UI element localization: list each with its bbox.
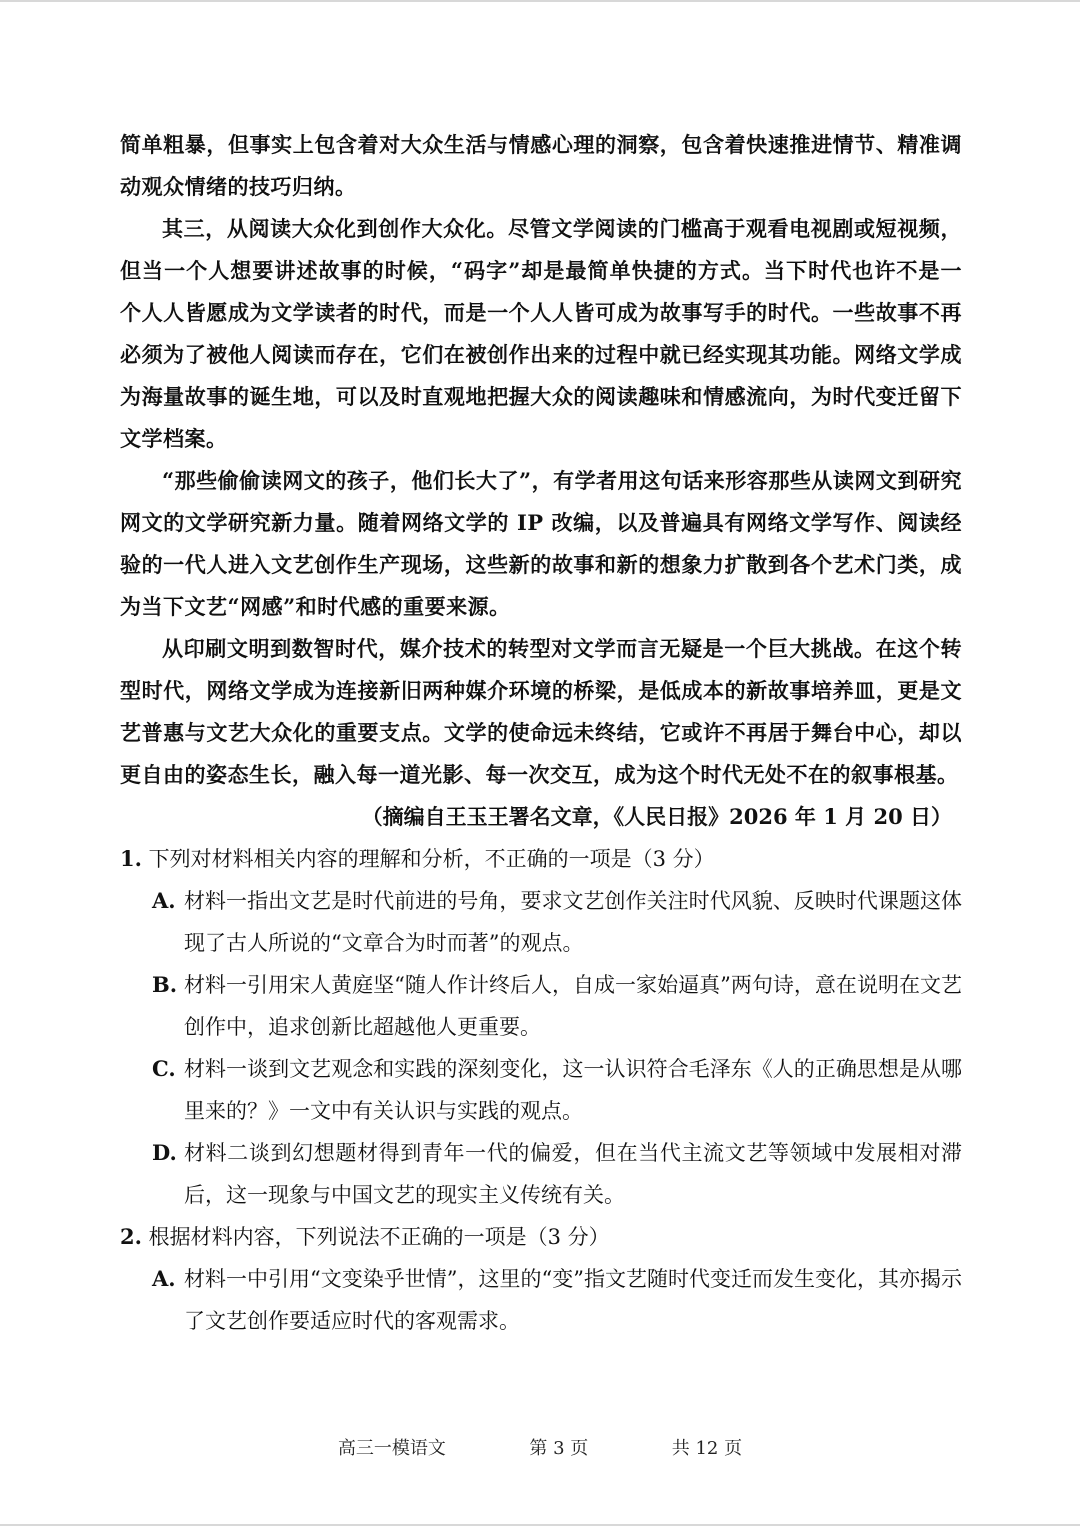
footer-page-number: 第 3 页 <box>529 1438 589 1459</box>
top-rule <box>0 0 1080 2</box>
option-c <box>120 1048 962 1132</box>
option-letter: C. <box>152 1056 176 1081</box>
question-text: 根据材料内容，下列说法不正确的一项是（3 分） <box>148 1225 610 1249</box>
source-citation: （摘编自王玉王署名文章，《人民日报》2026 年 1 月 20 日） <box>361 804 952 829</box>
paragraph: “那些偷偷读网文的孩子，他们长大了”，有学者用这句话来形容那些从读网文到研究网文的文学研究新力量。随着网络文学的 IP 改编，以及普遍具有网络文学写作、阅读经验的一代人进入文艺创作生产现场，这些新的故事和新的想象力扩散到各个艺术门类，成为当下文艺“网感”和时代感的重要来源。 <box>120 468 962 619</box>
option-a <box>120 880 962 964</box>
option-text: 材料一引用宋人黄庭坚“随人作计终后人，自成一家始逼真”两句诗，意在说明在文艺创作中，追求创新比超越他人更重要。 <box>184 973 962 1039</box>
footer-total-pages: 共 12 页 <box>671 1438 743 1459</box>
paragraph: 简单粗暴，但事实上包含着对大众生活与情感心理的洞察，包含着快速推进情节、精准调动观众情绪的技巧归纳。 <box>120 132 962 199</box>
option-text: 材料二谈到幻想题材得到青年一代的偏爱，但在当代主流文艺等领域中发展相对滞后，这一现象与中国文艺的现实主义传统有关。 <box>184 1141 962 1207</box>
question-2 <box>120 1216 962 1342</box>
question-number: 2. <box>120 1224 142 1249</box>
paragraph: 从印刷文明到数智时代，媒介技术的转型对文学而言无疑是一个巨大挑战。在这个转型时代，网络文学成为连接新旧两种媒介环境的桥梁，是低成本的新故事培养皿，更是文艺普惠与文艺大众化的重要支点。文学的使命远未终结，它或许不再居于舞台中心，却以更自由的姿态生长，融入每一道光影、每一次交互，成为这个时代无处不在的叙事根基。 <box>120 636 962 787</box>
option-letter: A. <box>152 888 176 913</box>
option-letter: D. <box>152 1140 177 1165</box>
page-footer <box>0 1434 1080 1460</box>
option-text: 材料一指出文艺是时代前进的号角，要求文艺创作关注时代风貌、反映时代课题这体现了古人所说的“文章合为时而著”的观点。 <box>184 889 962 955</box>
question-text: 下列对材料相关内容的理解和分析，不正确的一项是（3 分） <box>148 847 715 871</box>
question-number: 1. <box>120 846 142 871</box>
option-d <box>120 1132 962 1216</box>
option-b <box>120 964 962 1048</box>
option-letter: B. <box>152 972 178 997</box>
option-letter: A. <box>152 1266 176 1291</box>
page-content <box>120 124 962 1342</box>
question-stem <box>120 1216 962 1258</box>
option-text: 材料一谈到文艺观念和实践的深刻变化，这一认识符合毛泽东《人的正确思想是从哪里来的？》一文中有关认识与实践的观点。 <box>184 1057 962 1123</box>
bottom-rule <box>0 1524 1080 1526</box>
paragraph: 其三，从阅读大众化到创作大众化。尽管文学阅读的门槛高于观看电视剧或短视频，但当一个人想要讲述故事的时候，“码字”却是最简单快捷的方式。当下时代也许不是一个人人皆愿成为文学读者的时代，而是一个人人皆可成为故事写手的时代。一些故事不再必须为了被他人阅读而存在，它们在被创作出来的过程中就已经实现其功能。网络文学成为海量故事的诞生地，可以及时直观地把握大众的阅读趣味和情感流向，为时代变迁留下文学档案。 <box>120 216 962 451</box>
footer-subject: 高三一模语文 <box>337 1438 446 1459</box>
option-a <box>120 1258 962 1342</box>
question-1 <box>120 838 962 1216</box>
option-text: 材料一中引用“文变染乎世情”，这里的“变”指文艺随时代变迁而发生变化，其亦揭示了文艺创作要适应时代的客观需求。 <box>184 1267 962 1333</box>
question-stem <box>120 838 962 880</box>
